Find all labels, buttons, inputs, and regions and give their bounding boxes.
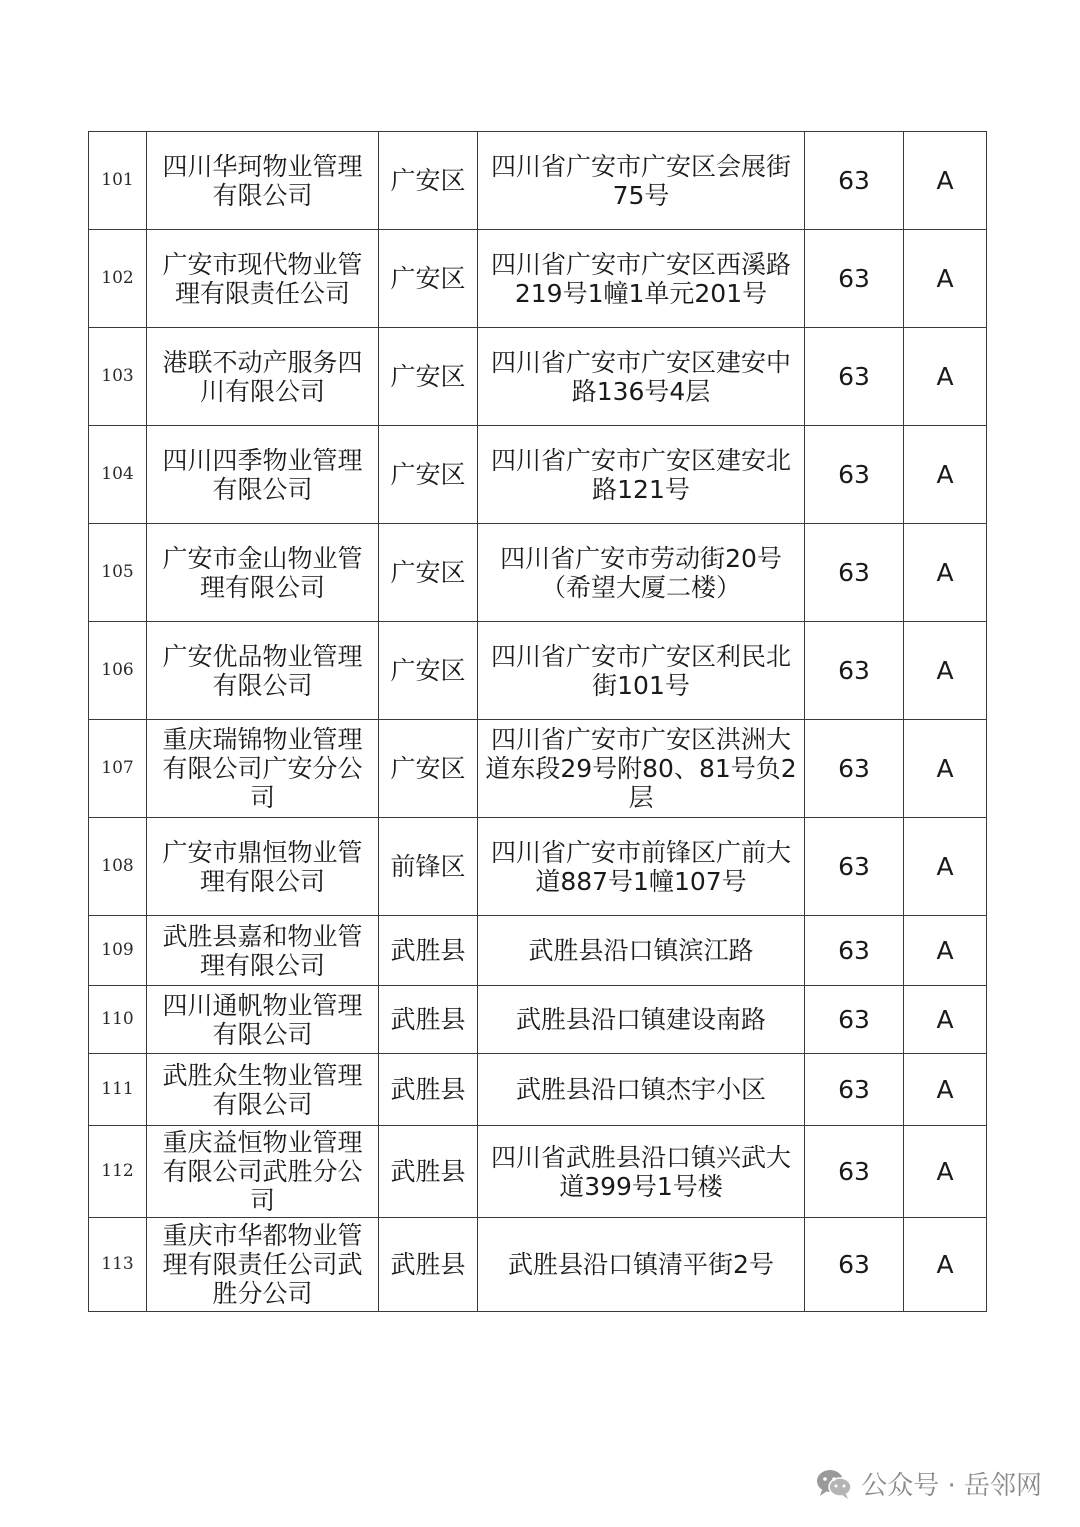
wechat-icon: [815, 1468, 853, 1500]
wechat-account-watermark: [815, 1465, 1042, 1502]
row-number: 112: [89, 1126, 147, 1218]
table-row: [89, 916, 987, 986]
address: 四川省广安市广安区会展街75号: [478, 132, 805, 230]
address: 四川省广安市劳动街20号（希望大厦二楼）: [478, 524, 805, 622]
company-name: 重庆市华都物业管理有限责任公司武胜分公司: [147, 1218, 379, 1312]
company-name: 四川四季物业管理有限公司: [147, 426, 379, 524]
table-row: [89, 818, 987, 916]
table-row: [89, 622, 987, 720]
row-number: 113: [89, 1218, 147, 1312]
grade: A: [904, 230, 987, 328]
grade: A: [904, 720, 987, 818]
score: 63: [805, 1218, 904, 1312]
row-number: 103: [89, 328, 147, 426]
score: 63: [805, 986, 904, 1054]
address: 四川省广安市前锋区广前大道887号1幢107号: [478, 818, 805, 916]
company-name: 武胜县嘉和物业管理有限公司: [147, 916, 379, 986]
address: 武胜县沿口镇清平街2号: [478, 1218, 805, 1312]
enterprise-rating-table: [88, 131, 987, 1312]
row-number: 108: [89, 818, 147, 916]
district: 广安区: [379, 622, 478, 720]
company-name: 广安优品物业管理有限公司: [147, 622, 379, 720]
district: 广安区: [379, 132, 478, 230]
score: 63: [805, 426, 904, 524]
grade: A: [904, 818, 987, 916]
row-number: 102: [89, 230, 147, 328]
grade: A: [904, 1218, 987, 1312]
district: 前锋区: [379, 818, 478, 916]
company-name: 武胜众生物业管理有限公司: [147, 1054, 379, 1126]
table-row: [89, 524, 987, 622]
score: 63: [805, 524, 904, 622]
district: 广安区: [379, 720, 478, 818]
score: 63: [805, 1126, 904, 1218]
score: 63: [805, 818, 904, 916]
grade: A: [904, 1126, 987, 1218]
table-row: [89, 1054, 987, 1126]
address: 四川省广安市广安区建安中路136号4层: [478, 328, 805, 426]
table-row: [89, 1126, 987, 1218]
address: 四川省广安市广安区建安北路121号: [478, 426, 805, 524]
company-name: 重庆益恒物业管理有限公司武胜分公司: [147, 1126, 379, 1218]
table-row: [89, 132, 987, 230]
company-name: 四川通帆物业管理有限公司: [147, 986, 379, 1054]
company-name: 四川华珂物业管理有限公司: [147, 132, 379, 230]
district: 广安区: [379, 230, 478, 328]
score: 63: [805, 622, 904, 720]
score: 63: [805, 916, 904, 986]
address: 四川省广安市广安区洪洲大道东段29号附80、81号负2层: [478, 720, 805, 818]
table-row: [89, 720, 987, 818]
district: 武胜县: [379, 916, 478, 986]
row-number: 107: [89, 720, 147, 818]
row-number: 104: [89, 426, 147, 524]
company-name: 港联不动产服务四川有限公司: [147, 328, 379, 426]
address: 四川省广安市广安区西溪路219号1幢1单元201号: [478, 230, 805, 328]
row-number: 111: [89, 1054, 147, 1126]
address: 武胜县沿口镇建设南路: [478, 986, 805, 1054]
grade: A: [904, 986, 987, 1054]
grade: A: [904, 328, 987, 426]
row-number: 106: [89, 622, 147, 720]
table-row: [89, 328, 987, 426]
score: 63: [805, 132, 904, 230]
table-row: [89, 230, 987, 328]
table-row: [89, 426, 987, 524]
company-name: 广安市现代物业管理有限责任公司: [147, 230, 379, 328]
grade: A: [904, 524, 987, 622]
district: 广安区: [379, 524, 478, 622]
company-name: 重庆瑞锦物业管理有限公司广安分公司: [147, 720, 379, 818]
grade: A: [904, 132, 987, 230]
table-row: [89, 986, 987, 1054]
table-body: [89, 132, 987, 1312]
row-number: 101: [89, 132, 147, 230]
address: 武胜县沿口镇杰宇小区: [478, 1054, 805, 1126]
score: 63: [805, 720, 904, 818]
address: 四川省武胜县沿口镇兴武大道399号1号楼: [478, 1126, 805, 1218]
district: 武胜县: [379, 1126, 478, 1218]
score: 63: [805, 328, 904, 426]
district: 武胜县: [379, 1218, 478, 1312]
district: 武胜县: [379, 1054, 478, 1126]
score: 63: [805, 230, 904, 328]
grade: A: [904, 622, 987, 720]
address: 四川省广安市广安区利民北街101号: [478, 622, 805, 720]
table-row: [89, 1218, 987, 1312]
row-number: 105: [89, 524, 147, 622]
grade: A: [904, 1054, 987, 1126]
district: 武胜县: [379, 986, 478, 1054]
district: 广安区: [379, 328, 478, 426]
address: 武胜县沿口镇滨江路: [478, 916, 805, 986]
grade: A: [904, 426, 987, 524]
score: 63: [805, 1054, 904, 1126]
grade: A: [904, 916, 987, 986]
row-number: 109: [89, 916, 147, 986]
watermark-label: 公众号 · 岳邻网: [861, 1471, 1042, 1501]
company-name: 广安市鼎恒物业管理有限公司: [147, 818, 379, 916]
district: 广安区: [379, 426, 478, 524]
row-number: 110: [89, 986, 147, 1054]
company-name: 广安市金山物业管理有限公司: [147, 524, 379, 622]
